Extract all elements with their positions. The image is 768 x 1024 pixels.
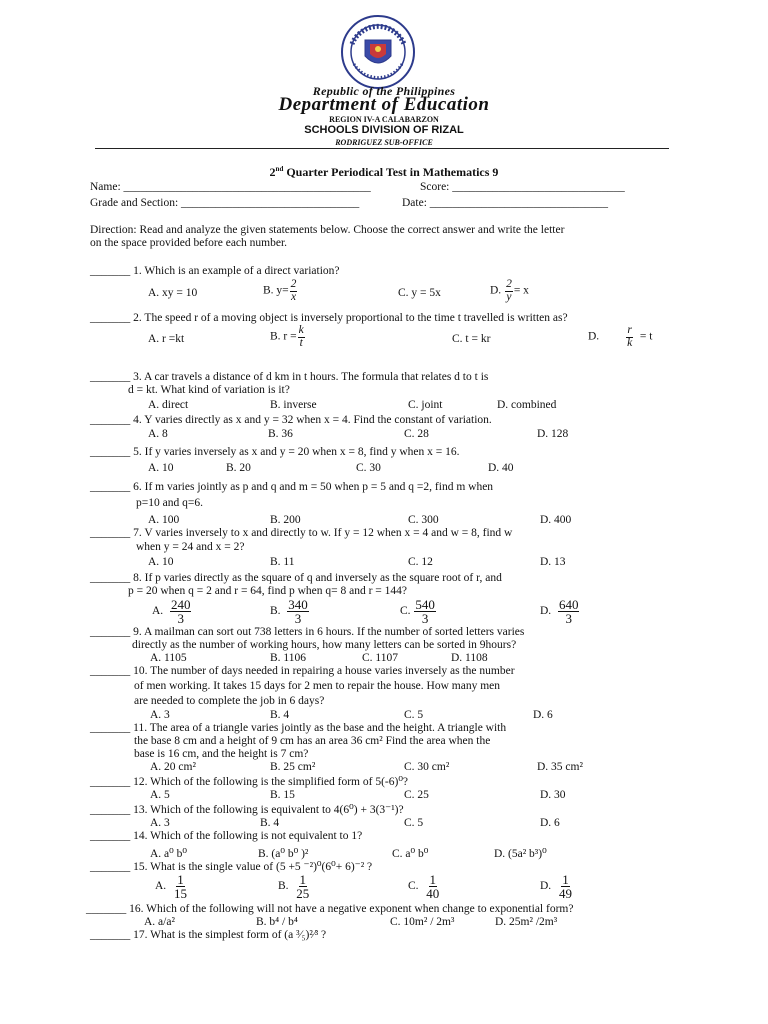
q5-choice-c: C. 30	[356, 462, 381, 474]
q16-choice-b: B. b⁴ / b⁴	[256, 916, 298, 928]
direction-line-2: on the space provided before each number.	[90, 237, 288, 249]
suboffice-heading: RODRIGUEZ SUB-OFFICE	[335, 138, 433, 147]
q14-choice-a: A. a⁰ b⁰	[150, 848, 188, 860]
q10-choice-a: A. 3	[150, 709, 170, 721]
q13-choice-d: D. 6	[540, 817, 560, 829]
q11-choice-d: D. 35 cm²	[537, 761, 583, 773]
q5-choice-a: A. 10	[148, 462, 174, 474]
question-10-cont-2: are needed to complete the job in 6 days?	[134, 695, 325, 707]
q6-choice-a: A. 100	[148, 514, 180, 526]
q4-choice-d: D. 128	[537, 428, 569, 440]
q2-choice-d: D. $\frac{r}{k}$ = t	[588, 324, 653, 349]
q2-choice-a: A. r =kt	[148, 333, 185, 345]
q8-choice-b: B. $\frac{340}{3}$	[270, 597, 308, 626]
q1-choice-c: C. y = 5x	[398, 287, 441, 299]
question-17: _______ 17. What is the simplest form of (a ³⁄₅)²⁄³ ?	[90, 929, 327, 941]
q15-choice-a: A. $\frac{1}{15}$	[155, 872, 187, 901]
q3-choice-c: C. joint	[408, 399, 443, 411]
q4-choice-b: B. 36	[268, 428, 293, 440]
department-heading: Department of Education	[278, 94, 490, 115]
q3-choice-a: A. direct	[148, 399, 189, 411]
q7-choice-c: C. 12	[408, 556, 433, 568]
q4-choice-c: C. 28	[404, 428, 429, 440]
q11-choice-c: C. 30 cm²	[404, 761, 450, 773]
q8-choice-c: C. $\frac{540}{3}$	[400, 597, 435, 626]
q9-choice-c: C. 1107	[362, 652, 398, 664]
question-11-cont-2: base is 16 cm, and the height is 7 cm?	[134, 748, 309, 760]
q9-choice-a: A. 1105	[150, 652, 187, 664]
question-14: _______ 14. Which of the following is not equivalent to 1?	[90, 830, 363, 842]
question-6-cont: p=10 and q=6.	[136, 497, 203, 509]
question-16: _______ 16. Which of the following will not have a negative exponent when change to exponential form?	[86, 903, 574, 915]
q12-choice-c: C. 25	[404, 789, 429, 801]
q6-choice-c: C. 300	[408, 514, 439, 526]
question-13: _______ 13. Which of the following is equivalent to 4(6⁰) + 3(3⁻¹)?	[90, 804, 404, 816]
score-field[interactable]: Score: ______________________________	[420, 181, 625, 193]
q4-choice-a: A. 8	[148, 428, 168, 440]
q5-choice-d: D. 40	[488, 462, 514, 474]
q16-choice-c: C. 10m² / 2m³	[390, 916, 455, 928]
question-9: _______ 9. A mailman can sort out 738 letters in 6 hours. If the number of sorted letters varies	[90, 626, 525, 638]
question-10: _______ 10. The number of days needed in repairing a house varies inversely as the number	[90, 665, 515, 677]
q8-choice-a: A. $\frac{240}{3}$	[152, 597, 191, 626]
q12-choice-b: B. 15	[270, 789, 295, 801]
q10-choice-c: C. 5	[404, 709, 424, 721]
q13-choice-a: A. 3	[150, 817, 170, 829]
q14-choice-b: B. (a⁰ b⁰ )²	[258, 848, 309, 860]
question-1: _______ 1. Which is an example of a direct variation?	[90, 265, 340, 277]
q7-choice-d: D. 13	[540, 556, 566, 568]
question-6: _______ 6. If m varies jointly as p and q and m = 50 when p = 5 and q =2, find m when	[90, 481, 494, 493]
question-11-cont-1: the base 8 cm and a height of 9 cm has an area 36 cm² Find the area when the	[134, 735, 491, 747]
q13-choice-c: C. 5	[404, 817, 424, 829]
q5-choice-b: B. 20	[226, 462, 251, 474]
name-field[interactable]: Name: ___________________________________________	[90, 181, 371, 193]
republic-heading: Republic of the Philippines	[312, 84, 456, 98]
question-2: _______ 2. The speed r of a moving object is inversely proportional to the time t travelled is written as?	[90, 312, 568, 324]
q1-choice-d: D. $\frac{2}{y}$ = x	[490, 278, 529, 303]
q6-choice-d: D. 400	[540, 514, 572, 526]
grade-section-field[interactable]: Grade and Section: _______________________________	[90, 197, 360, 209]
q15-choice-c: C. $\frac{1}{40}$	[408, 872, 440, 901]
question-3: _______ 3. A car travels a distance of d km in t hours. The formula that relates d to t is	[90, 371, 489, 383]
q1-choice-a: A. xy = 10	[148, 287, 198, 299]
q8-choice-d: D. $\frac{640}{3}$	[540, 597, 579, 626]
q14-choice-d: D. (5a² b³)⁰	[494, 848, 547, 860]
q3-choice-b: B. inverse	[270, 399, 317, 411]
test-title: 2nd Quarter Periodical Test in Mathematics 9	[269, 165, 499, 179]
q11-choice-b: B. 25 cm²	[270, 761, 316, 773]
q7-choice-a: A. 10	[148, 556, 174, 568]
question-7: _______ 7. V varies inversely to x and directly to w. If y = 12 when x = 4 and w = 8, find w	[90, 527, 513, 539]
q6-choice-b: B. 200	[270, 514, 301, 526]
division-heading: SCHOOLS DIVISION OF RIZAL	[304, 124, 464, 136]
deped-seal-logo	[340, 14, 416, 90]
question-3-cont: d = kt. What kind of variation is it?	[128, 384, 290, 396]
region-heading: REGION IV-A CALABARZON	[329, 115, 439, 124]
q15-choice-d: D. $\frac{1}{49}$	[540, 872, 572, 901]
q3-choice-d: D. combined	[497, 399, 557, 411]
q14-choice-c: C. a⁰ b⁰	[392, 848, 429, 860]
date-field[interactable]: Date: _______________________________	[402, 197, 609, 209]
q16-choice-a: A. a/a²	[144, 916, 175, 928]
q10-choice-b: B. 4	[270, 709, 290, 721]
q12-choice-a: A. 5	[150, 789, 170, 801]
q11-choice-a: A. 20 cm²	[150, 761, 196, 773]
q9-choice-b: B. 1106	[270, 652, 306, 664]
header-divider	[95, 148, 669, 149]
question-15: _______ 15. What is the single value of (5 +5 ⁻²)⁰(6⁰+ 6)⁻² ?	[90, 861, 373, 873]
question-7-cont: when y = 24 and x = 2?	[136, 541, 245, 553]
question-9-cont: directly as the number of working hours, how many letters can be sorted in 9hours?	[132, 639, 517, 651]
q9-choice-d: D. 1108	[451, 652, 488, 664]
q7-choice-b: B. 11	[270, 556, 295, 568]
question-10-cont-1: of men working. It takes 15 days for 2 men to repair the house. How many men	[134, 680, 500, 692]
question-12: _______ 12. Which of the following is the simplified form of 5(-6)⁰?	[90, 776, 409, 788]
question-8: _______ 8. If p varies directly as the square of q and inversely as the square root of r, and	[90, 572, 502, 584]
q2-choice-b: B. r = $\frac{k}{t}$	[270, 324, 304, 349]
direction-line-1: Direction: Read and analyze the given statements below. Choose the correct answer and write the letter	[90, 224, 565, 236]
q10-choice-d: D. 6	[533, 709, 553, 721]
q2-choice-c: C. t = kr	[452, 333, 491, 345]
question-4: _______ 4. Y varies directly as x and y = 32 when x = 4. Find the constant of variation.	[90, 414, 492, 426]
q12-choice-d: D. 30	[540, 789, 566, 801]
q13-choice-b: B. 4	[260, 817, 280, 829]
q15-choice-b: B. $\frac{1}{25}$	[278, 872, 310, 901]
question-8-cont: p = 20 when q = 2 and r = 64, find p when q= 8 and r = 144?	[128, 585, 407, 597]
q16-choice-d: D. 25m² /2m³	[495, 916, 558, 928]
question-5: _______ 5. If y varies inversely as x and y = 20 when x = 8, find y when x = 16.	[90, 446, 460, 458]
question-11: _______ 11. The area of a triangle varies jointly as the base and the height. A triangle with	[90, 722, 507, 734]
q1-choice-b: B. y= $\frac{2}{x}$	[263, 278, 297, 303]
